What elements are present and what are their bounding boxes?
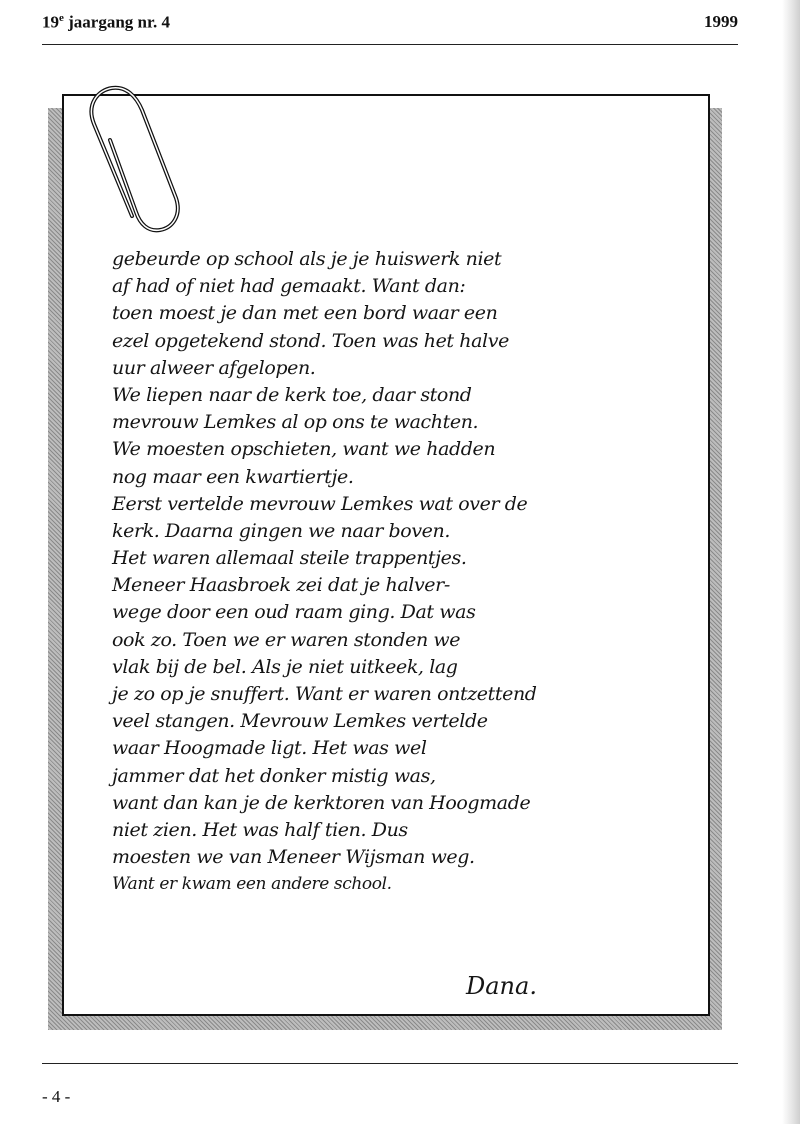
letter-line: We liepen naar de kerk toe, daar stond [112,383,472,406]
letter-line: gebeurde op school als je je huiswerk niet [112,248,502,270]
letter-line: jammer dat het donker mistig was, [112,764,436,787]
letter-line: Het waren allemaal steile trappentjes. [112,547,467,570]
letter-line: Meneer Haasbroek zei dat je halver- [112,574,450,597]
scan-edge-shadow [782,0,800,1124]
letter-line: kerk. Daarna gingen we naar boven. [112,519,450,542]
letter-line: ook zo. Toen we er waren stonden we [112,628,461,651]
letter-line: wege door een oud raam ging. Dat was [112,601,476,624]
year-label: 1999 [704,12,738,31]
letter-line: je zo op je snuffert. Want er waren ontzettend [112,683,537,705]
letter-line: toen moest je dan met een bord waar een [112,302,498,325]
letter-line: af had of niet had gemaakt. Want dan: [112,275,466,298]
letter-line: Want er kwam een andere school. [112,874,392,895]
letter-line: vlak bij de bel. Als je niet uitkeek, lag [112,655,458,678]
letter-line: want dan kan je de kerktoren van Hoogmade [112,791,531,814]
paperclip-icon [74,80,194,260]
issue-label: 19e jaargang nr. 4 [42,12,170,32]
letter-line: mevrouw Lemkes al op ons te wachten. [112,411,479,434]
handwritten-letter [112,246,672,899]
letter-line: niet zien. Het was half tien. Dus [112,818,408,841]
letter-line: veel stangen. Mevrouw Lemkes vertelde [112,710,488,733]
page-header [42,12,738,36]
signature: Dana. [466,972,537,1000]
letter-line: We moesten opschieten, want we hadden [112,438,496,461]
header-rule [42,44,738,45]
letter-line: uur alweer afgelopen. [112,356,316,379]
letter-line: ezel opgetekend stond. Toen was het halve [112,329,509,352]
letter-line: Eerst vertelde mevrouw Lemkes wat over de [112,492,528,515]
letter-line: waar Hoogmade ligt. Het was wel [112,737,427,760]
letter-line: nog maar een kwartiertje. [112,465,354,488]
page-number: - 4 - [42,1087,71,1106]
footer-rule [42,1063,738,1064]
letter-line: moesten we van Meneer Wijsman weg. [112,846,475,869]
